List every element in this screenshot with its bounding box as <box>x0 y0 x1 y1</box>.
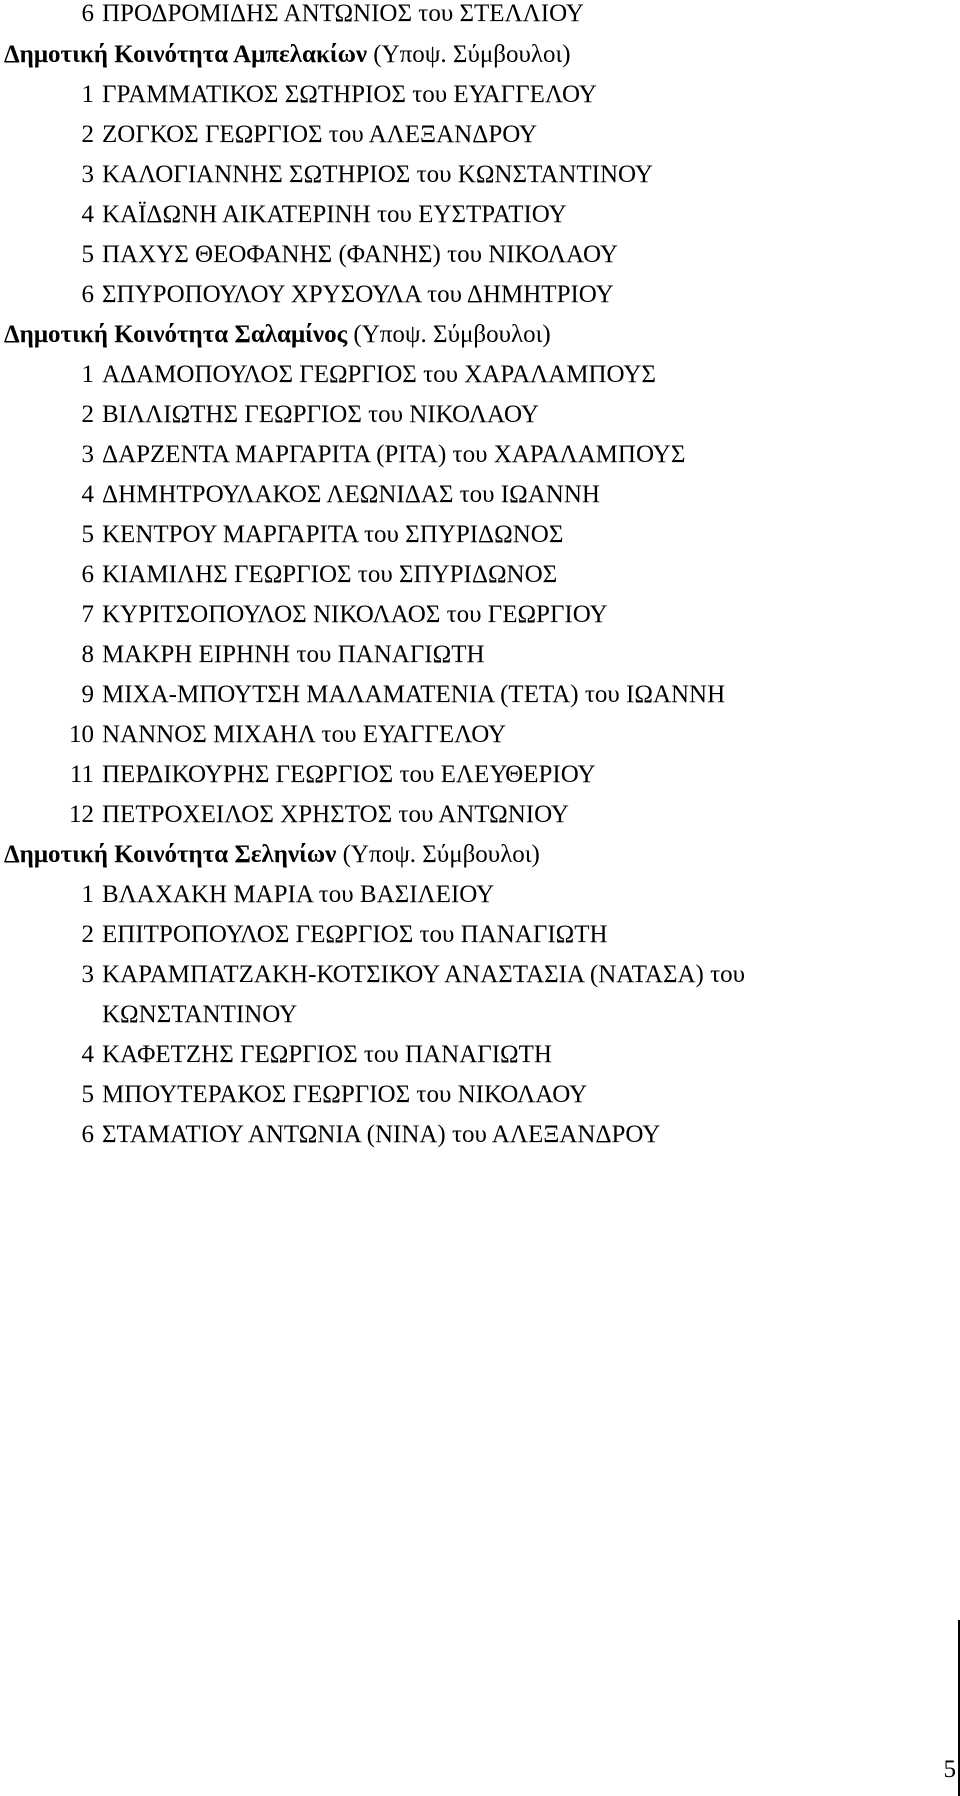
item-number: 1 <box>81 81 94 108</box>
item-text: ΚΥΡΙΤΣΟΠΟΥΛΟΣ ΝΙΚΟΛΑΟΣ του ΓΕΩΡΓΙΟΥ <box>102 601 608 628</box>
item-text: ΚΑΪΔΩΝΗ ΑΙΚΑΤΕΡΙΝΗ του ΕΥΣΤΡΑΤΙΟΥ <box>102 201 567 228</box>
item-number: 2 <box>81 121 94 148</box>
item-text: ΒΛΑΧΑΚΗ ΜΑΡΙΑ του ΒΑΣΙΛΕΙΟΥ <box>102 881 495 908</box>
list-item <box>4 281 949 321</box>
item-number: 8 <box>81 641 94 668</box>
section-heading-ampelakia <box>4 41 949 81</box>
item-number: 6 <box>81 1121 94 1148</box>
list-item <box>4 81 949 121</box>
item-text: ΚΑΡΑΜΠΑΤΖΑΚΗ-ΚΟΤΣΙΚΟΥ ΑΝΑΣΤΑΣΙΑ (ΝΑΤΑΣΑ) του <box>102 961 746 988</box>
item-text: ΜΙΧΑ-ΜΠΟΥΤΣΗ ΜΑΛΑΜΑΤΕΝΙΑ (ΤΕΤΑ) του ΙΩΑΝΝΗ <box>102 681 726 708</box>
list-item <box>4 921 949 961</box>
item-text: ΠΕΡΔΙΚΟΥΡΗΣ ΓΕΩΡΓΙΟΣ του ΕΛΕΥΘΕΡΙΟΥ <box>102 761 596 788</box>
section-title: Δημοτική Κοινότητα Σεληνίων <box>4 841 337 868</box>
item-text: ΚΑΛΟΓΙΑΝΝΗΣ ΣΩΤΗΡΙΟΣ του ΚΩΝΣΤΑΝΤΙΝΟΥ <box>102 161 653 188</box>
list-item <box>4 441 949 481</box>
section-subtitle: (Υποψ. Σύμβουλοι) <box>347 321 551 348</box>
item-number: 9 <box>81 681 94 708</box>
item-text: ΜΑΚΡΗ ΕΙΡΗΝΗ του ΠΑΝΑΓΙΩΤΗ <box>102 641 485 668</box>
list-item <box>4 681 949 721</box>
item-text: ΚΕΝΤΡΟΥ ΜΑΡΓΑΡΙΤΑ του ΣΠΥΡΙΔΩΝΟΣ <box>102 521 564 548</box>
list-item <box>4 481 949 521</box>
page-number: 5 <box>943 1756 956 1783</box>
item-text: ΠΑΧΥΣ ΘΕΟΦΑΝΗΣ (ΦΑΝΗΣ) του ΝΙΚΟΛΑΟΥ <box>102 241 618 268</box>
item-text: ΠΡΟΔΡΟΜΙΔΗΣ ΑΝΤΩΝΙΟΣ του ΣΤΕΛΛΙΟΥ <box>102 0 584 27</box>
item-number: 2 <box>81 401 94 428</box>
section-heading-salamina <box>4 321 949 361</box>
item-number: 1 <box>81 881 94 908</box>
section-title: Δημοτική Κοινότητα Αμπελακίων <box>4 41 368 68</box>
item-text: ΑΔΑΜΟΠΟΥΛΟΣ ΓΕΩΡΓΙΟΣ του ΧΑΡΑΛΑΜΠΟΥΣ <box>102 361 656 388</box>
list-item <box>4 241 949 281</box>
item-text: ΣΤΑΜΑΤΙΟΥ ΑΝΤΩΝΙΑ (ΝΙΝΑ) του ΑΛΕΞΑΝΔΡΟΥ <box>102 1121 661 1148</box>
item-text: ΔΑΡΖΕΝΤΑ ΜΑΡΓΑΡΙΤΑ (ΡΙΤΑ) του ΧΑΡΑΛΑΜΠΟΥΣ <box>102 441 686 468</box>
section-heading-selinia <box>4 841 949 881</box>
item-number: 10 <box>69 721 94 748</box>
item-number: 5 <box>81 241 94 268</box>
list-item-continuation <box>4 1001 949 1041</box>
item-number: 4 <box>81 201 94 228</box>
item-number: 3 <box>81 961 94 988</box>
list-item <box>4 721 949 761</box>
list-item <box>4 561 949 601</box>
section-title: Δημοτική Κοινότητα Σαλαμίνος <box>4 321 348 348</box>
list-item <box>4 201 949 241</box>
list-item <box>4 401 949 441</box>
list-item <box>4 961 949 1001</box>
item-number: 2 <box>81 921 94 948</box>
item-number: 6 <box>81 0 94 27</box>
list-item <box>4 1041 949 1081</box>
item-number: 5 <box>81 521 94 548</box>
list-item <box>4 0 949 40</box>
item-number: 1 <box>81 361 94 388</box>
item-text: ΕΠΙΤΡΟΠΟΥΛΟΣ ΓΕΩΡΓΙΟΣ του ΠΑΝΑΓΙΩΤΗ <box>102 921 608 948</box>
list-item <box>4 1121 949 1161</box>
item-text-continuation: ΚΩΝΣΤΑΝΤΙΝΟΥ <box>102 1001 298 1028</box>
item-number: 3 <box>81 161 94 188</box>
list-item <box>4 161 949 201</box>
list-item <box>4 361 949 401</box>
item-number: 3 <box>81 441 94 468</box>
list-item <box>4 641 949 681</box>
list-item <box>4 1081 949 1121</box>
item-text: ΖΟΓΚΟΣ ΓΕΩΡΓΙΟΣ του ΑΛΕΞΑΝΔΡΟΥ <box>102 121 538 148</box>
item-text: ΝΑΝΝΟΣ ΜΙΧΑΗΛ του ΕΥΑΓΓΕΛΟΥ <box>102 721 507 748</box>
item-text: ΠΕΤΡΟΧΕΙΛΟΣ ΧΡΗΣΤΟΣ του ΑΝΤΩΝΙΟΥ <box>102 801 569 828</box>
item-text: ΒΙΛΛΙΩΤΗΣ ΓΕΩΡΓΙΟΣ του ΝΙΚΟΛΑΟΥ <box>102 401 539 428</box>
item-number: 11 <box>69 761 94 788</box>
section-subtitle: (Υποψ. Σύμβουλοι) <box>367 41 571 68</box>
item-number: 4 <box>81 481 94 508</box>
candidate-list <box>4 0 949 1161</box>
list-item <box>4 881 949 921</box>
list-item <box>4 801 949 841</box>
item-number: 4 <box>81 1041 94 1068</box>
item-text: ΓΡΑΜΜΑΤΙΚΟΣ ΣΩΤΗΡΙΟΣ του ΕΥΑΓΓΕΛΟΥ <box>102 81 597 108</box>
item-text: ΣΠΥΡΟΠΟΥΛΟΥ ΧΡΥΣΟΥΛΑ του ΔΗΜΗΤΡΙΟΥ <box>102 281 614 308</box>
item-number: 7 <box>81 601 94 628</box>
item-number: 6 <box>81 561 94 588</box>
item-text: ΜΠΟΥΤΕΡΑΚΟΣ ΓΕΩΡΓΙΟΣ του ΝΙΚΟΛΑΟΥ <box>102 1081 588 1108</box>
list-item <box>4 761 949 801</box>
item-number: 5 <box>81 1081 94 1108</box>
item-text: ΚΑΦΕΤΖΗΣ ΓΕΩΡΓΙΟΣ του ΠΑΝΑΓΙΩΤΗ <box>102 1041 552 1068</box>
item-number: 6 <box>81 281 94 308</box>
list-item <box>4 601 949 641</box>
list-item <box>4 121 949 161</box>
list-item <box>4 521 949 561</box>
item-text: ΚΙΑΜΙΛΗΣ ΓΕΩΡΓΙΟΣ του ΣΠΥΡΙΔΩΝΟΣ <box>102 561 558 588</box>
item-number: 12 <box>69 801 94 828</box>
section-subtitle: (Υποψ. Σύμβουλοι) <box>336 841 540 868</box>
item-text: ΔΗΜΗΤΡΟΥΛΑΚΟΣ ΛΕΩΝΙΔΑΣ του ΙΩΑΝΝΗ <box>102 481 600 508</box>
